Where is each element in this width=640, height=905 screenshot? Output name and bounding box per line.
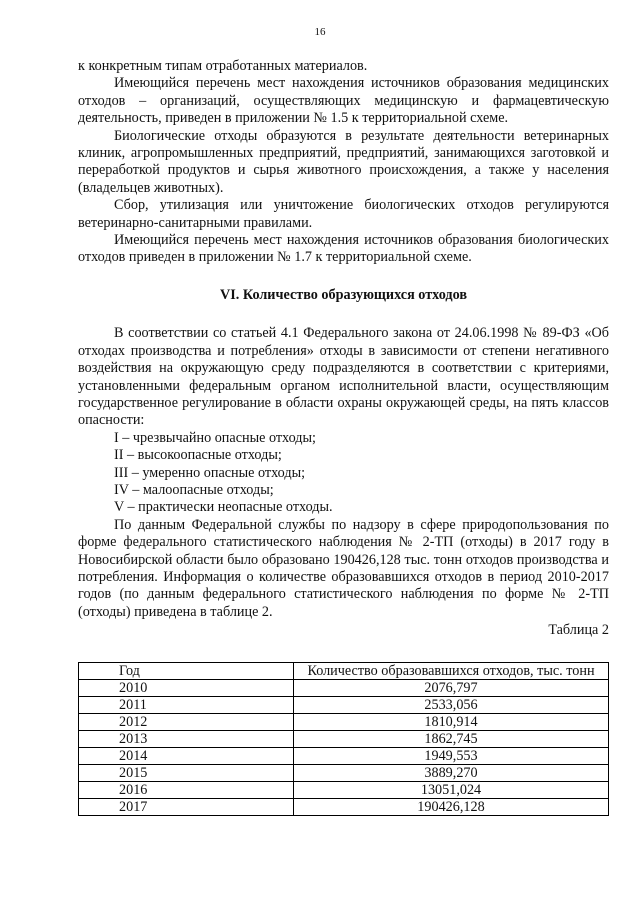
cell-year: 2015 <box>79 764 294 781</box>
header-year: Год <box>79 662 294 679</box>
intro-paragraph: В соответствии со статьей 4.1 Федерального закона от 24.06.1998 № 89-ФЗ «Об отходах производства и потребления» отходы в зависимости от степени негативного воздействия на окружающую среду подразделяются в соответствии с критериями, установленными федеральным органом исполнительной власти, осуществляющим государственное регулирование в области охраны окружающей среды, на пять классов опасности: <box>78 325 609 429</box>
paragraph: Биологические отходы образуются в результате деятельности ветеринарных клиник, агропромышленных предприятий, предприятий, занимающихся заготовкой и переработкой продуктов и сырья животного происхождения, а также у населения (владельцев животных). <box>78 127 609 196</box>
cell-amount: 190426,128 <box>294 798 609 815</box>
table-row <box>79 730 609 747</box>
cell-year: 2013 <box>79 730 294 747</box>
hazard-class-item: II – высокоопасные отходы; <box>114 447 282 464</box>
table-header-row <box>79 662 609 679</box>
table-row <box>79 696 609 713</box>
hazard-class-item: III – умеренно опасные отходы; <box>114 464 306 481</box>
cell-year: 2011 <box>79 696 294 713</box>
section-heading: VI. Количество образующихся отходов <box>220 286 467 303</box>
cell-amount: 3889,270 <box>294 764 609 781</box>
cell-amount: 1862,745 <box>294 730 609 747</box>
table-row <box>79 713 609 730</box>
waste-table <box>78 662 609 816</box>
document-body <box>78 58 609 816</box>
cell-amount: 2076,797 <box>294 679 609 696</box>
cell-amount: 1949,553 <box>294 747 609 764</box>
stat-paragraph: По данным Федеральной службы по надзору в сфере природопользования по форме федерального статистического наблюдения № 2-ТП (отходы) в 2017 году в Новосибирской области было образовано 190426,128 тыс. тонн отходов производства и потребления. Информация о количестве образовавшихся отходов в период 2010-2017 годов (по данным федерального статистического наблюдения по форме № 2-ТП (отходы) приведена в таблице 2. <box>78 516 609 620</box>
paragraph: Имеющийся перечень мест нахождения источников образования медицинских отходов – организаций, осуществляющих медицинскую и фармацевтическую деятельность, приведен в приложении № 1.5 к территориальной схеме. <box>78 75 609 127</box>
table-row <box>79 781 609 798</box>
paragraph: Имеющийся перечень мест нахождения источников образования биологических отходов приведен в приложении № 1.7 к территориальной схеме. <box>78 232 609 266</box>
hazard-class-item: V – практически неопасные отходы. <box>114 499 333 516</box>
table-row <box>79 679 609 696</box>
paragraph: Сбор, утилизация или уничтожение биологических отходов регулируются ветеринарно-санитарными правилами. <box>78 197 609 231</box>
cell-amount: 1810,914 <box>294 713 609 730</box>
cell-year: 2014 <box>79 747 294 764</box>
table-caption: Таблица 2 <box>548 622 609 639</box>
cell-year: 2010 <box>79 679 294 696</box>
cell-year: 2012 <box>79 713 294 730</box>
cell-year: 2017 <box>79 798 294 815</box>
page-number: 16 <box>314 26 326 38</box>
table-row <box>79 764 609 781</box>
paragraph: к конкретным типам отработанных материалов. <box>78 58 368 74</box>
header-amount: Количество образовавшихся отходов, тыс. тонн <box>294 662 609 679</box>
cell-amount: 13051,024 <box>294 781 609 798</box>
hazard-class-item: IV – малоопасные отходы; <box>114 481 274 498</box>
table-row <box>79 798 609 815</box>
cell-year: 2016 <box>79 781 294 798</box>
table-row <box>79 747 609 764</box>
hazard-class-item: I – чрезвычайно опасные отходы; <box>114 429 316 446</box>
cell-amount: 2533,056 <box>294 696 609 713</box>
